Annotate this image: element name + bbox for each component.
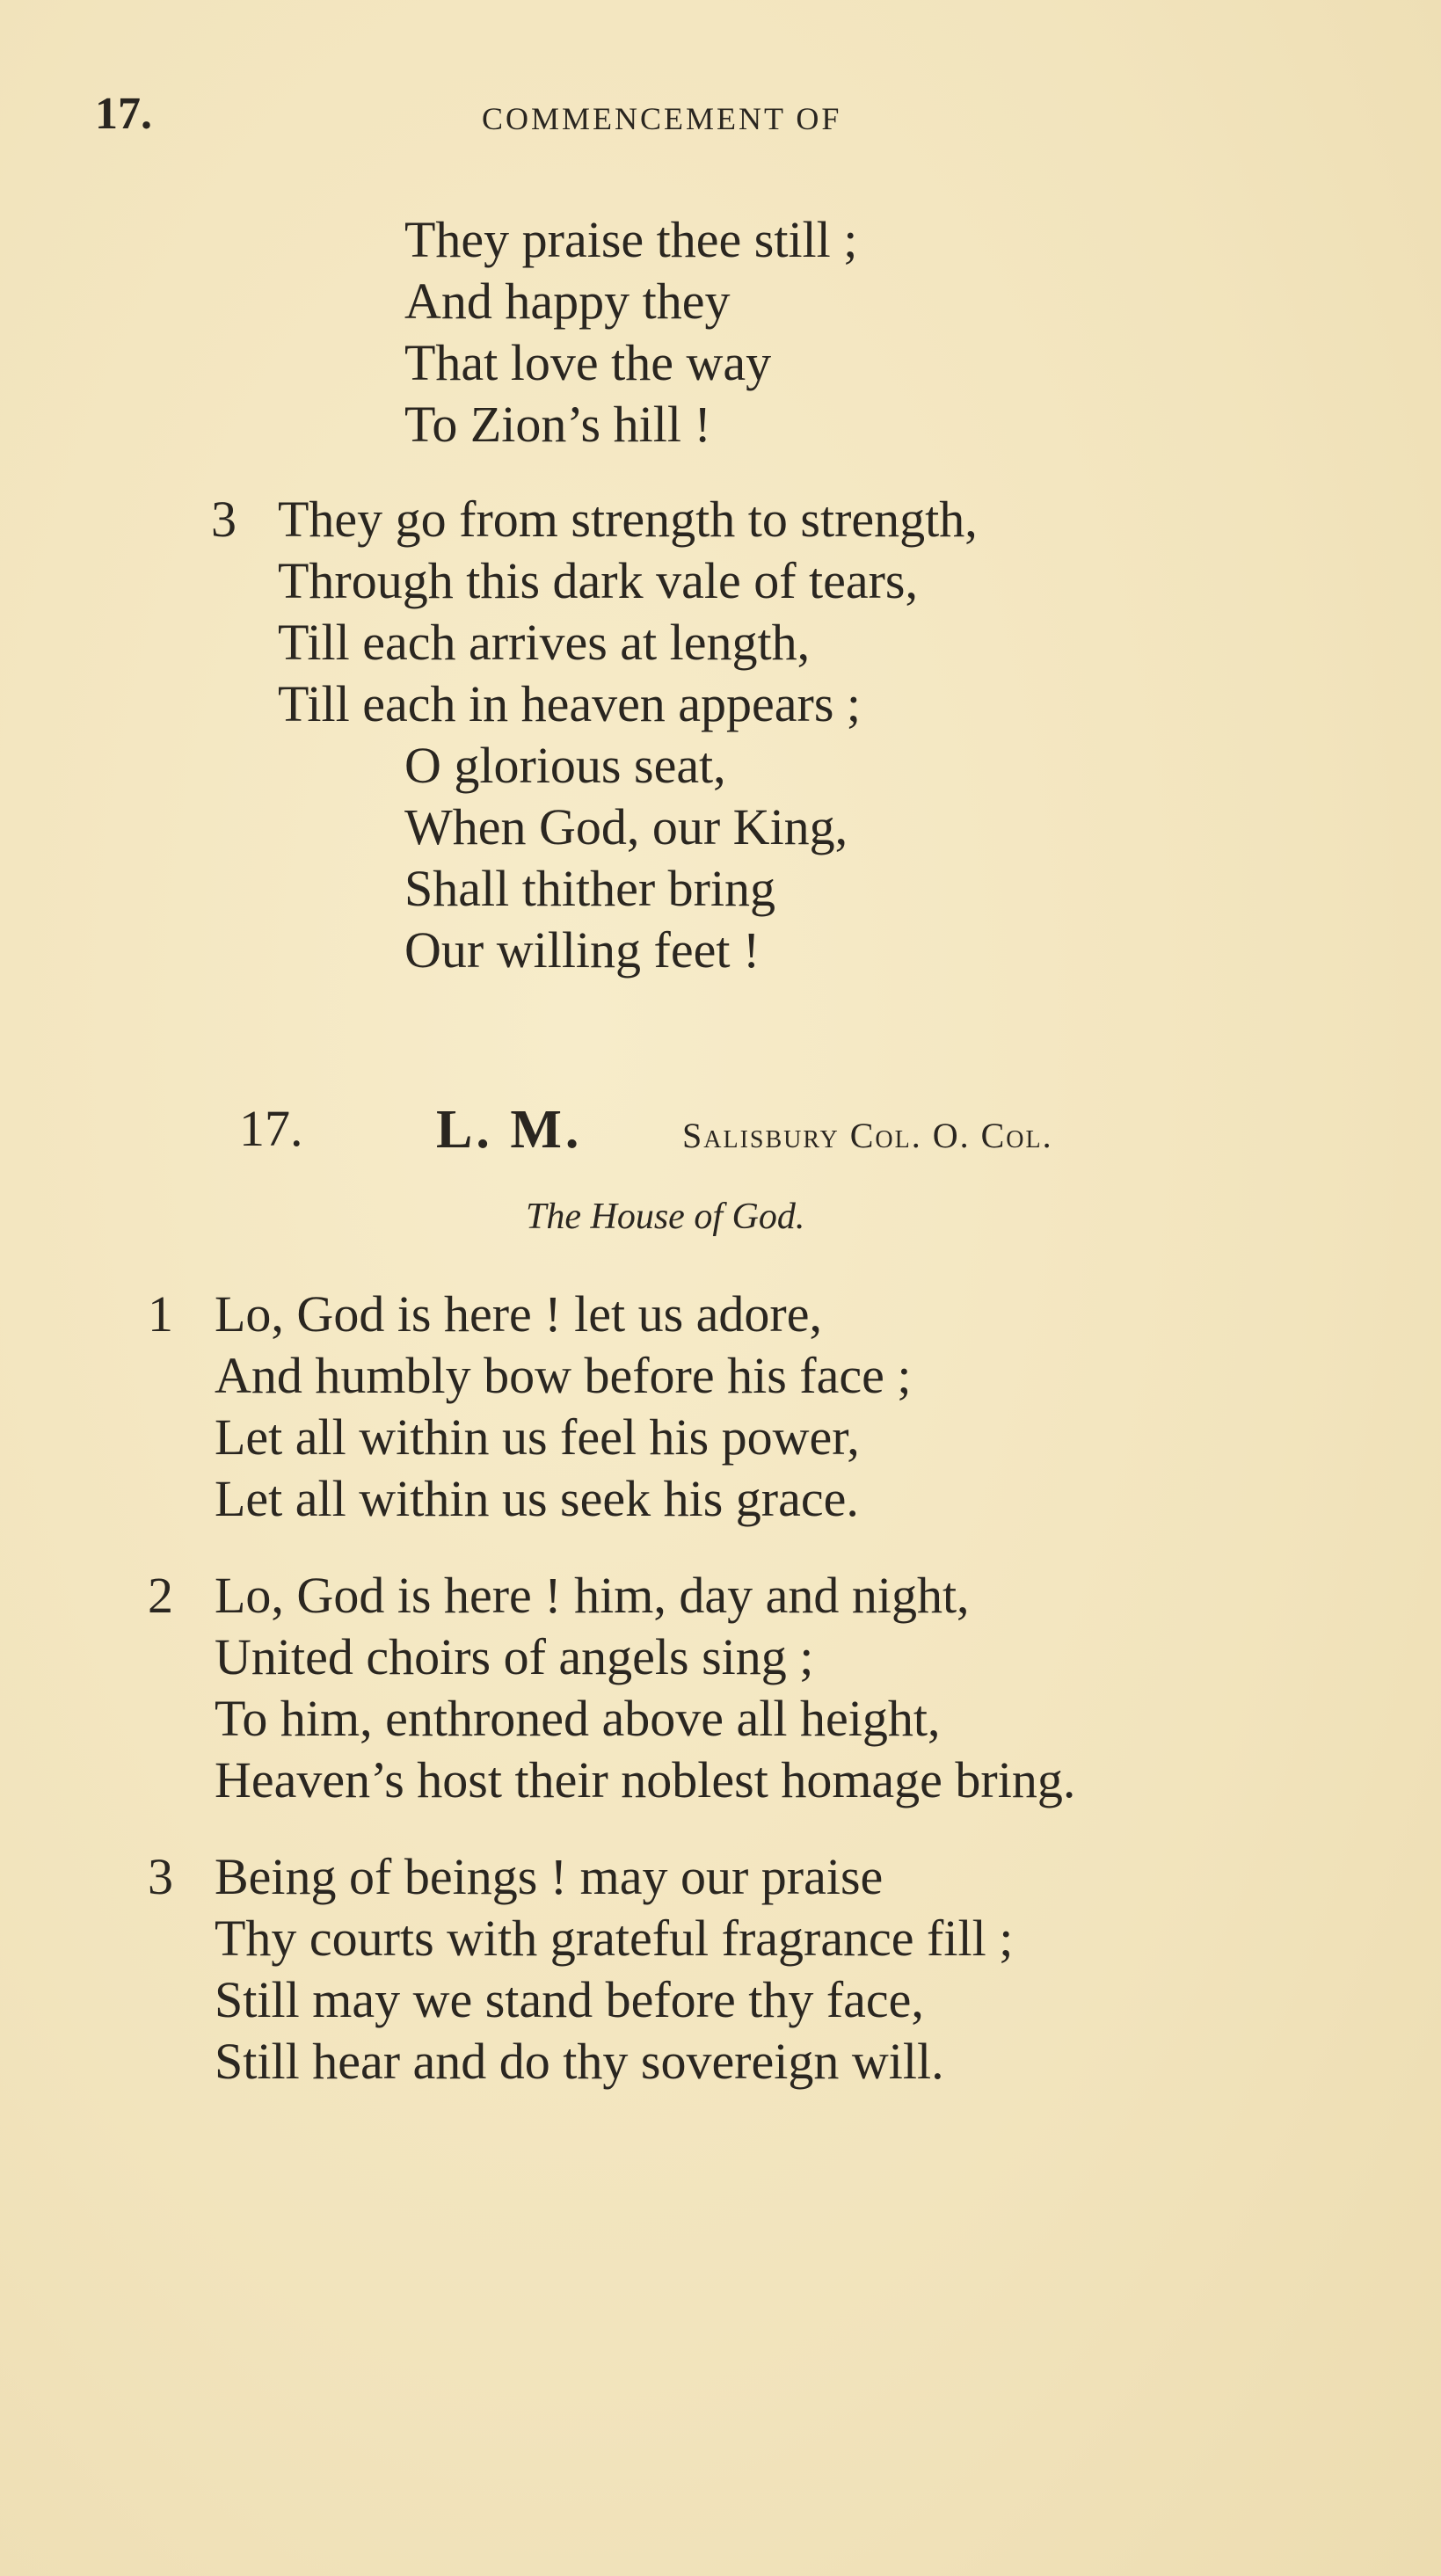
verse-line: Still may we stand before thy face, xyxy=(215,1971,924,2028)
tune-names: Salisbury Col. O. Col. xyxy=(682,1116,1053,1155)
verse-line: United choirs of angels sing ; xyxy=(215,1628,814,1685)
verse-number: 3 xyxy=(211,491,237,548)
verse-line: O glorious seat, xyxy=(404,737,726,794)
verse-line: Lo, God is here ! him, day and night, xyxy=(215,1567,970,1624)
verse-line: Our willing feet ! xyxy=(404,921,761,979)
page-header xyxy=(0,88,1441,158)
verse-line: Till each arrives at length, xyxy=(278,614,811,671)
hymn-heading xyxy=(0,1099,1441,1169)
verse-line: To Zion’s hill ! xyxy=(404,396,711,453)
hymn-meter: L. M. xyxy=(436,1100,583,1160)
verse-line: That love the way xyxy=(404,334,772,391)
verse-line: Lo, God is here ! let us adore, xyxy=(215,1285,822,1343)
verse-line: Heaven’s host their noblest homage bring. xyxy=(215,1751,1076,1808)
verse-number: 2 xyxy=(148,1567,173,1624)
verse-line: When God, our King, xyxy=(404,798,848,855)
running-head: COMMENCEMENT OF xyxy=(482,101,842,136)
verse-line: And humbly bow before his face ; xyxy=(215,1347,912,1404)
verse-line: Let all within us seek his grace. xyxy=(215,1470,859,1527)
verse-number: 1 xyxy=(148,1285,173,1343)
verse-line: And happy they xyxy=(404,273,731,330)
hymn-number: 17. xyxy=(239,1100,303,1157)
verse-line: They praise thee still ; xyxy=(404,211,858,268)
verse-line: Thy courts with grateful fragrance fill ; xyxy=(215,1910,1014,1967)
verse-line: They go from strength to strength, xyxy=(278,491,978,548)
verse-line: Still hear and do thy sovereign will. xyxy=(215,2033,944,2090)
verse-line: Through this dark vale of tears, xyxy=(278,552,919,609)
verse-number: 3 xyxy=(148,1848,173,1905)
page-number: 17. xyxy=(95,89,152,139)
verse-line: Till each in heaven appears ; xyxy=(278,675,862,732)
verse-line: Let all within us feel his power, xyxy=(215,1408,860,1466)
verse-line: Shall thither bring xyxy=(404,860,776,917)
hymn-subtitle: The House of God. xyxy=(526,1197,805,1237)
verse-line: Being of beings ! may our praise xyxy=(215,1848,884,1905)
verse-line: To him, enthroned above all height, xyxy=(215,1690,941,1747)
